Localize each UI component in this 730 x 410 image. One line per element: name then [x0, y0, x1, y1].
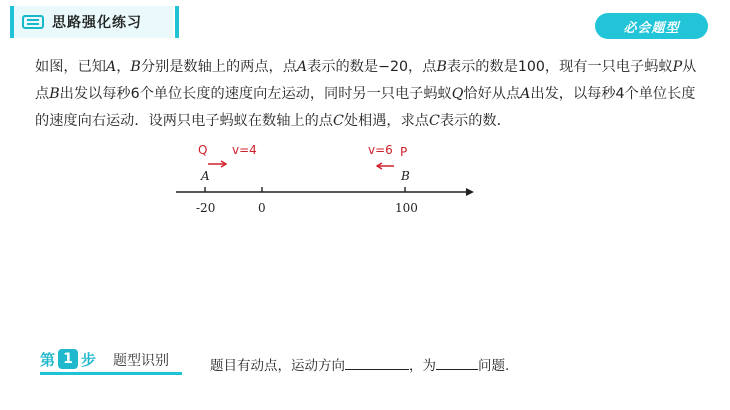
step-text-segment: ，为	[409, 358, 436, 374]
answer-blank-direction[interactable]	[345, 355, 409, 370]
step-suffix: 步	[81, 350, 97, 369]
problem-text-segment: 恰好从点	[463, 86, 521, 102]
tick-label-b: 100	[395, 201, 418, 215]
number-line-figure	[170, 136, 490, 226]
problem-text-segment: 出发，以每秒4个单位长度的速度向右运动．设两只电子蚂蚁在数轴上的点	[35, 86, 696, 129]
tick-label-zero: 0	[258, 201, 266, 215]
problem-text-segment: 处相遇，求点	[343, 113, 429, 129]
header-bar	[10, 6, 720, 36]
step-label: 题型识别	[113, 353, 169, 369]
step-section	[40, 348, 720, 378]
step-number: 1	[58, 349, 78, 369]
annotation-p: P	[400, 145, 408, 159]
problem-text-segment: ，	[116, 59, 131, 75]
problem-text	[35, 54, 705, 135]
var-b: B	[436, 59, 447, 75]
step-question	[210, 354, 509, 374]
var-b: B	[49, 86, 60, 102]
problem-text-segment: 出发以每秒6个单位长度的速度向左运动，同时另一只电子蚂蚁	[59, 86, 452, 102]
point-b-label: B	[401, 169, 410, 183]
var-a: A	[296, 59, 308, 75]
var-c: C	[332, 113, 344, 129]
var-q: Q	[451, 86, 464, 102]
var-a: A	[105, 59, 117, 75]
var-c: C	[428, 113, 440, 129]
var-a: A	[520, 86, 531, 102]
problem-text-segment: 表示的数是100，现有一只电子蚂蚁	[446, 59, 673, 75]
problem-text-segment: 分别是数轴上的两点，点	[140, 59, 297, 75]
point-a-label: A	[201, 169, 210, 183]
annotation-q: Q	[198, 143, 208, 157]
step-text-segment: 题目有动点，运动方向	[210, 358, 345, 374]
annotation-q-speed: v=4	[232, 143, 257, 157]
problem-text-segment: 表示的数．	[439, 113, 511, 129]
list-icon	[22, 15, 44, 29]
difficulty-badge: 必会题型	[595, 13, 708, 39]
var-p: P	[672, 59, 683, 75]
step-text-segment: 问题.	[478, 358, 510, 374]
answer-blank-type[interactable]	[436, 355, 478, 370]
problem-text-segment: 从点	[35, 59, 697, 102]
section-title: 思路强化练习	[52, 15, 142, 31]
annotation-p-speed: v=6	[368, 143, 393, 157]
section-tag	[10, 6, 173, 38]
axis-arrow	[466, 188, 474, 196]
problem-text-segment: 表示的数是−20，点	[307, 59, 437, 75]
step-underline	[40, 372, 182, 375]
step-badge	[40, 348, 96, 370]
problem-text-segment: 如图，已知	[35, 59, 106, 75]
tick-label-a: -20	[196, 201, 216, 215]
var-b: B	[130, 59, 141, 75]
step-prefix: 第	[40, 350, 56, 369]
